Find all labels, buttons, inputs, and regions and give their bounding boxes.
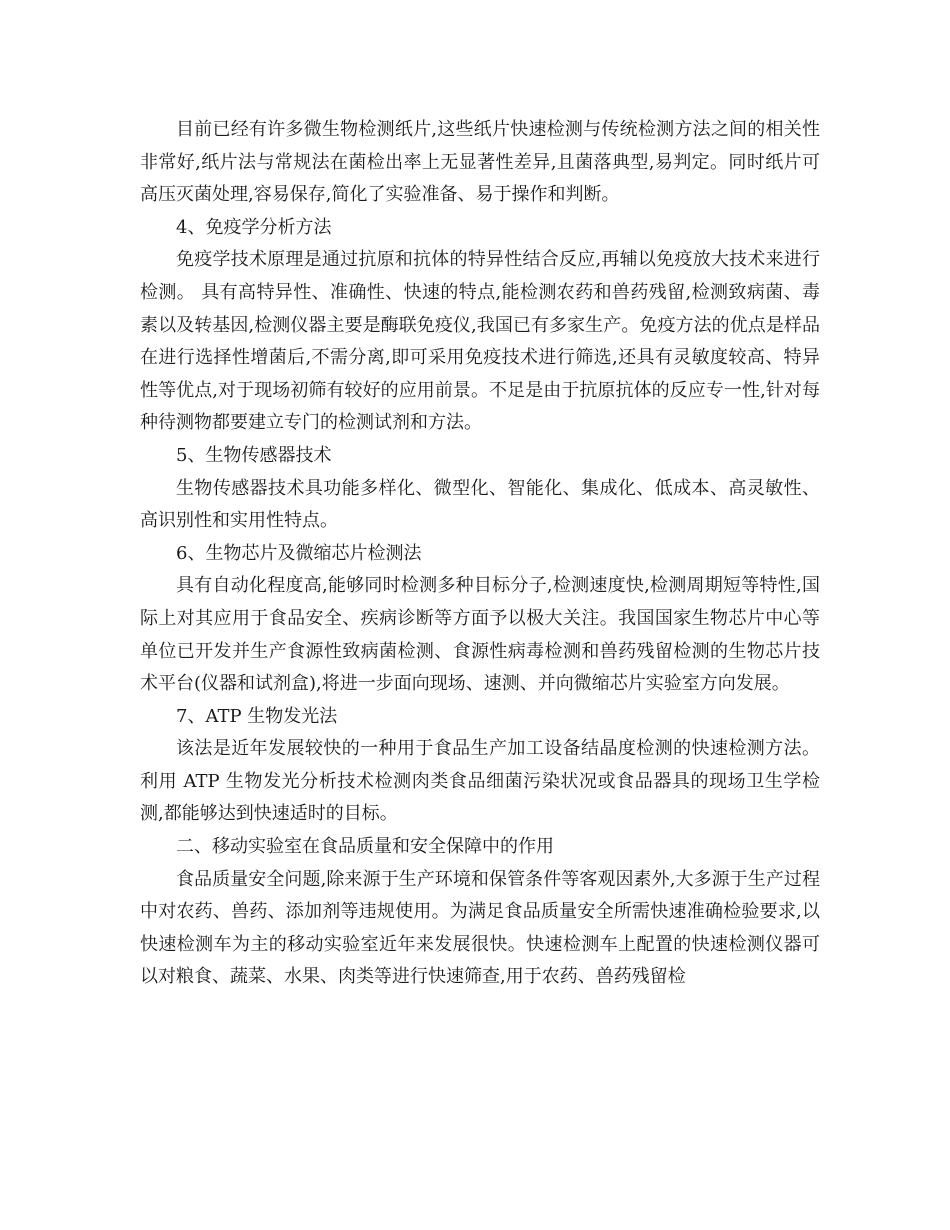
paragraph-biochip: 具有自动化程度高,能够同时检测多种目标分子,检测速度快,检测周期短等特性,国际上对其应用于食品安全、疾病诊断等方面予以极大关注。我国国家生物芯片中心等单位已开发并生产食源性致病菌检测、食源性病毒检测和兽药残留检测的生物芯片技术平台(仪器和试剂盒),将进一步面向现场、速测、并向微缩芯片实验室方向发展。	[140, 575, 820, 695]
heading-atp: 7、ATP 生物发光法	[176, 705, 338, 727]
paragraph-paper-strips: 目前已经有许多微生物检测纸片,这些纸片快速检测与传统检测方法之间的相关性非常好,纸片法与常规法在菌检出率上无显著性差异,且菌落典型,易判定。同时纸片可高压灭菌处理,容易保存,简化了实验准备、易于操作和判断。	[140, 119, 820, 206]
document-body	[140, 114, 820, 994]
paragraph-immunology: 免疫学技术原理是通过抗原和抗体的特异性结合反应,再辅以免疫放大技术来进行检测。 具有高特异性、准确性、快速的特点,能检测农药和兽药残留,检测致病菌、毒素以及转基因,检测仪器主要是酶联免疫仪,我国已有多家生产。免疫方法的优点是样品在进行选择性增菌后,不需分离,即可采用免疫技术进行筛选,还具有灵敏度较高、特异性等优点,对于现场初筛有较好的应用前景。不足是由于抗原抗体的反应专一性,针对每种待测物都要建立专门的检测试剂和方法。	[140, 249, 820, 434]
heading-biosensor: 5、生物传感器技术	[176, 444, 332, 466]
paragraph-mobile-lab: 食品质量安全问题,除来源于生产环境和保管条件等客观因素外,大多源于生产过程中对农药、兽药、添加剂等违规使用。为满足食品质量安全所需快速准确检验要求,以快速检测车为主的移动实验室近年来发展很快。快速检测车上配置的快速检测仪器可以对粮食、蔬菜、水果、肉类等进行快速筛查,用于农药、兽药残留检	[140, 868, 820, 988]
heading-immunology: 4、免疫学分析方法	[176, 216, 332, 238]
heading-mobile-lab: 二、移动实验室在食品质量和安全保障中的作用	[176, 836, 554, 858]
heading-biochip: 6、生物芯片及微缩芯片检测法	[176, 542, 422, 564]
paragraph-biosensor: 生物传感器技术具功能多样化、微型化、智能化、集成化、低成本、高灵敏性、高识别性和实用性特点。	[140, 477, 820, 532]
paragraph-atp: 该法是近年发展较快的一种用于食品生产加工设备结晶度检测的快速检测方法。利用 ATP 生物发光分析技术检测肉类食品细菌污染状况或食品器具的现场卫生学检测,都能够达到快速适时的目标。	[140, 738, 820, 825]
